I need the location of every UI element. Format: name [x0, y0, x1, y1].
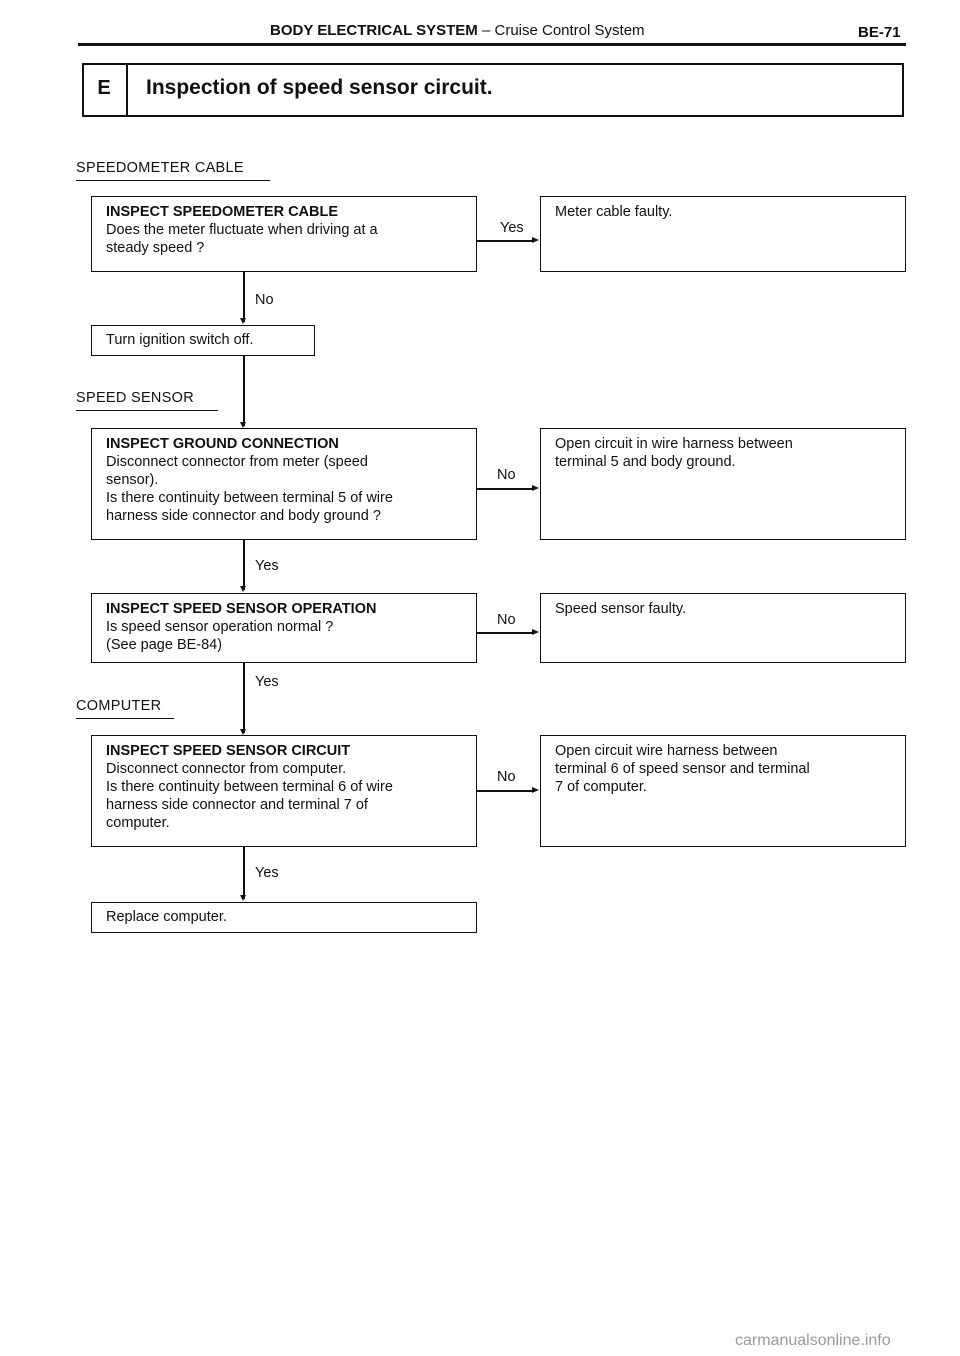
- connector-line: [477, 240, 533, 242]
- step-turn-ignition-off: [91, 325, 315, 356]
- connector-line: [477, 632, 533, 634]
- page-number: BE-71: [858, 24, 901, 41]
- section-title: Inspection of speed sensor circuit.: [146, 76, 493, 99]
- arrow-down-icon: [240, 586, 246, 592]
- group-label-computer: COMPUTER: [76, 698, 162, 714]
- result-meter-cable-faulty: [540, 196, 906, 272]
- group-label-underline: [76, 180, 270, 181]
- arrow-right-icon: [532, 485, 539, 491]
- connector-label-no: No: [497, 467, 516, 483]
- group-label-underline: [76, 718, 174, 719]
- header-title: [270, 22, 645, 39]
- header-section-bold: BODY ELECTRICAL SYSTEM: [270, 22, 478, 39]
- result-speed-sensor-faulty: [540, 593, 906, 663]
- connector-label-yes: Yes: [255, 674, 279, 690]
- result-open-circuit-computer: [540, 735, 906, 847]
- connector-line: [243, 272, 245, 322]
- step-text: Is speed sensor operation normal ? (See page BE-84): [106, 619, 334, 653]
- step-text: Turn ignition switch off.: [106, 332, 254, 348]
- connector-line: [243, 356, 245, 426]
- group-label-speed-sensor: SPEED SENSOR: [76, 390, 195, 406]
- arrow-right-icon: [532, 629, 539, 635]
- result-text: Open circuit in wire harness between terminal 5 and body ground.: [555, 436, 793, 470]
- step-text: Does the meter fluctuate when driving at a steady speed ?: [106, 222, 378, 256]
- connector-line: [477, 790, 533, 792]
- step-text: Disconnect connector from meter (speed sensor). Is there continuity between terminal 5 of wire harness side connector and body ground ?: [106, 454, 393, 524]
- step-text: Disconnect connector from computer. Is there continuity between terminal 6 of wire harness side connector and terminal 7 of computer.: [106, 761, 393, 831]
- step-text: Replace computer.: [106, 909, 227, 925]
- section-letter: E: [82, 63, 128, 117]
- connector-line: [243, 663, 245, 733]
- connector-label-no: No: [497, 769, 516, 785]
- step-inspect-speed-sensor-circuit: [91, 735, 477, 847]
- result-open-circuit-ground: [540, 428, 906, 540]
- arrow-down-icon: [240, 318, 246, 324]
- connector-label-yes: Yes: [255, 865, 279, 881]
- arrow-right-icon: [532, 787, 539, 793]
- arrow-down-icon: [240, 895, 246, 901]
- step-inspect-ground-connection: [91, 428, 477, 540]
- step-heading: INSPECT GROUND CONNECTION: [106, 436, 339, 452]
- header-section-rest: – Cruise Control System: [477, 22, 645, 39]
- connector-label-no: No: [255, 292, 274, 308]
- step-heading: INSPECT SPEEDOMETER CABLE: [106, 204, 339, 220]
- step-heading: INSPECT SPEED SENSOR OPERATION: [106, 601, 377, 617]
- result-text: Meter cable faulty.: [555, 204, 673, 220]
- group-label-underline: [76, 410, 218, 411]
- connector-line: [477, 488, 533, 490]
- connector-label-yes: Yes: [500, 220, 524, 236]
- arrow-right-icon: [532, 237, 539, 243]
- result-text: Open circuit wire harness between terminal 6 of speed sensor and terminal 7 of computer.: [555, 743, 810, 795]
- watermark-text: carmanualsonline.info: [735, 1332, 891, 1349]
- step-heading: INSPECT SPEED SENSOR CIRCUIT: [106, 743, 351, 759]
- connector-line: [243, 847, 245, 899]
- step-replace-computer: [91, 902, 477, 933]
- result-text: Speed sensor faulty.: [555, 601, 687, 617]
- step-inspect-speed-sensor-operation: [91, 593, 477, 663]
- connector-line: [243, 540, 245, 590]
- step-inspect-speedometer-cable: [91, 196, 477, 272]
- connector-label-no: No: [497, 612, 516, 628]
- header-rule: [78, 43, 906, 46]
- group-label-speedometer-cable: SPEEDOMETER CABLE: [76, 160, 244, 176]
- connector-label-yes: Yes: [255, 558, 279, 574]
